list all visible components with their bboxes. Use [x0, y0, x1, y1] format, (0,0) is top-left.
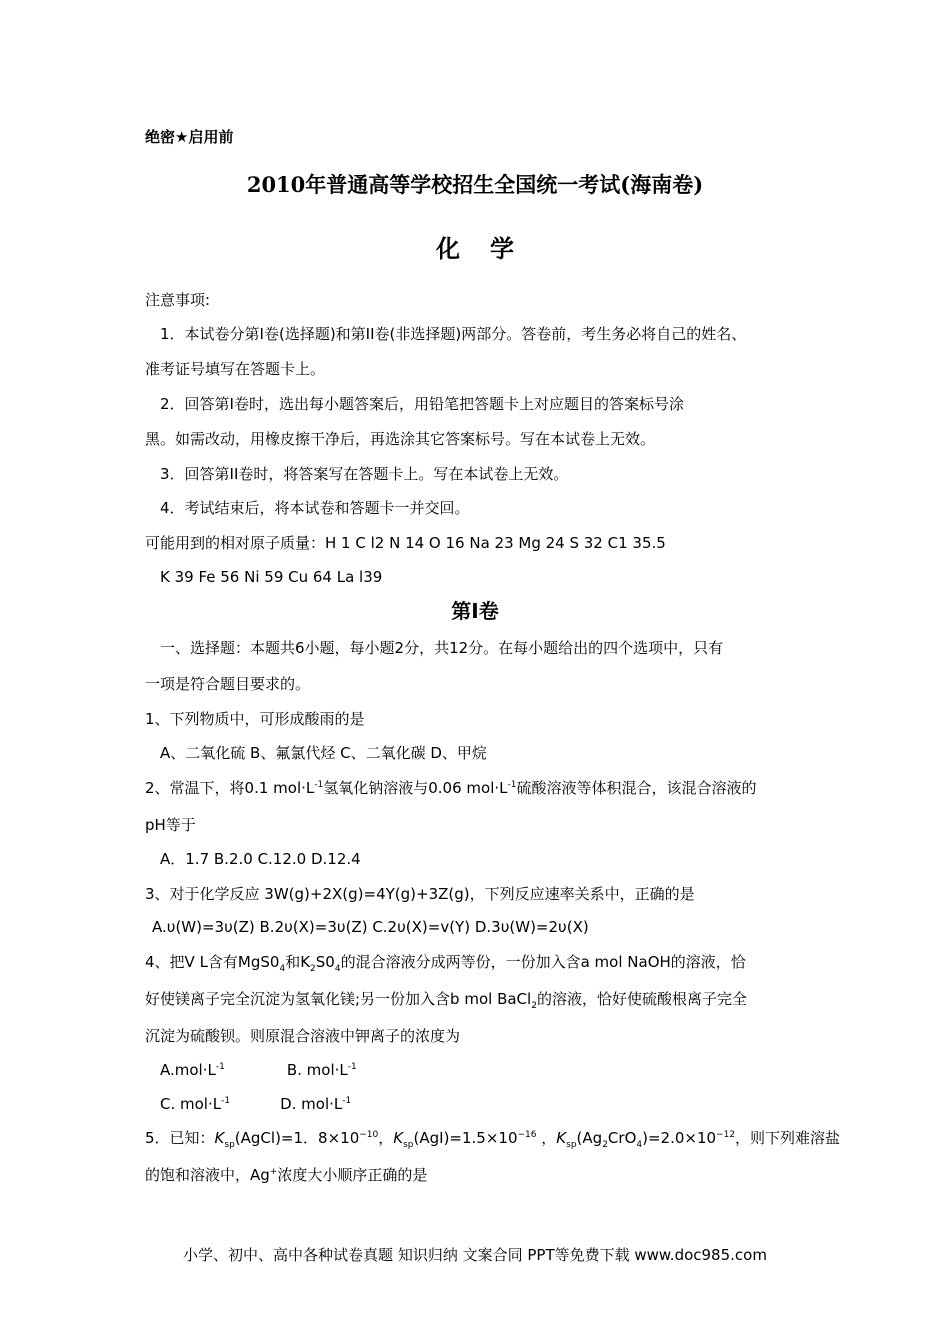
- notice-item-4: 4．考试结束后，将本试卷和答题卡一并交回。: [160, 499, 470, 517]
- footer-text: 小学、初中、高中各种试卷真题 知识归纳 文案合同 PPT等免费下载 www.doc985.com: [183, 1246, 767, 1264]
- notice-heading: 注意事项:: [145, 291, 211, 309]
- notice-item-2: 2．回答第Ⅰ卷时，选出每小题答案后，用铅笔把答题卡上对应题目的答案标号涂: [160, 395, 684, 413]
- question-3-stem: 3、对于化学反应 3W(g)+2X(g)=4Y(g)+3Z(g)，下列反应速率关系中，正确的是: [145, 885, 695, 903]
- question-5-stem: 5．已知：$K_{sp}(AgCl)=1$．$8\times 10^{-10}$，$K_{sp}(AgI)=1.5\times 10^{-16}$ ，$K_{sp}(Ag_2CrO_4)=2.0\times 10^{-12}$，则下列难溶盐: [145, 1129, 841, 1150]
- question-2-options: A．1.7 B.2.0 C.12.0 D.12.4: [160, 850, 361, 868]
- notice-item-2-cont: 黑。如需改动，用橡皮擦干净后，再选涂其它答案标号。写在本试卷上无效。: [145, 430, 656, 448]
- atomic-mass-line-2: K 39 Fe 56 Ni 59 Cu 64 La l39: [160, 568, 383, 586]
- atomic-mass-line-1: 可能用到的相对原子质量：H 1 C l2 N 14 O 16 Na 23 Mg 24 S 32 C1 35.5: [145, 534, 666, 552]
- section-heading: 第I卷: [451, 599, 499, 623]
- notice-item-1: 1．本试卷分第I卷(选择题)和第II卷(非选择题)两部分。答卷前，考生务必将自己的姓名、: [160, 325, 747, 343]
- section-intro: 一、选择题：本题共6小题，每小题2分，共12分。在每小题给出的四个选项中，只有: [160, 639, 724, 657]
- question-4-stem: 4、把V L含有$MgS0_4$和$K_2S0_4$的混合溶液分成两等份，一份加入含a mol NaOH的溶液，恰: [145, 953, 746, 974]
- section-intro-cont: 一项是符合题目要求的。: [145, 675, 311, 693]
- question-4-stem-cont-2: 沉淀为硫酸钡。则原混合溶液中钾离子的浓度为: [145, 1027, 461, 1045]
- question-2-stem-cont: pH等于: [145, 816, 196, 834]
- subject-title: 化学: [436, 235, 544, 263]
- question-4-stem-cont-1: 好使镁离子完全沉淀为氢氧化镁;另一份加入含b mol BaCl$_2$的溶液，恰好使硫酸根离子完全: [145, 990, 747, 1011]
- question-3-options: A.υ(W)=3υ(Z) B.2υ(X)=3υ(Z) C.2υ(X)=v(Y) D.3υ(W)=2υ(X): [152, 918, 589, 936]
- question-5-stem-cont: 的饱和溶液中，Ag+浓度大小顺序正确的是: [145, 1166, 428, 1184]
- notice-item-3: 3．回答第II卷时，将答案写在答题卡上。写在本试卷上无效。: [160, 465, 569, 483]
- question-4-options-cd: C. $mol\cdot L^{-1}$ D. $mol\cdot L^{-1}$: [160, 1095, 352, 1113]
- question-2-stem: 2、常温下，将0.1 $mol\cdot L^{-1}$氢氧化钠溶液与0.06 $mol\cdot L^{-1}$硫酸溶液等体积混合，该混合溶液的: [145, 779, 757, 797]
- question-4-options-ab: $A.mol\cdot L^{-1}$ B. $mol\cdot L^{-1}$: [160, 1061, 357, 1079]
- question-1-stem: 1、下列物质中，可形成酸雨的是: [145, 710, 365, 728]
- notice-item-1-cont: 准考证号填写在答题卡上。: [145, 360, 326, 378]
- exam-title: 2010年普通高等学校招生全国统一考试(海南卷): [246, 172, 704, 197]
- question-1-options: A、二氧化硫 B、氟氯代烃 C、二氧化碳 D、甲烷: [160, 744, 487, 762]
- classified-label: 绝密★启用前: [145, 128, 234, 146]
